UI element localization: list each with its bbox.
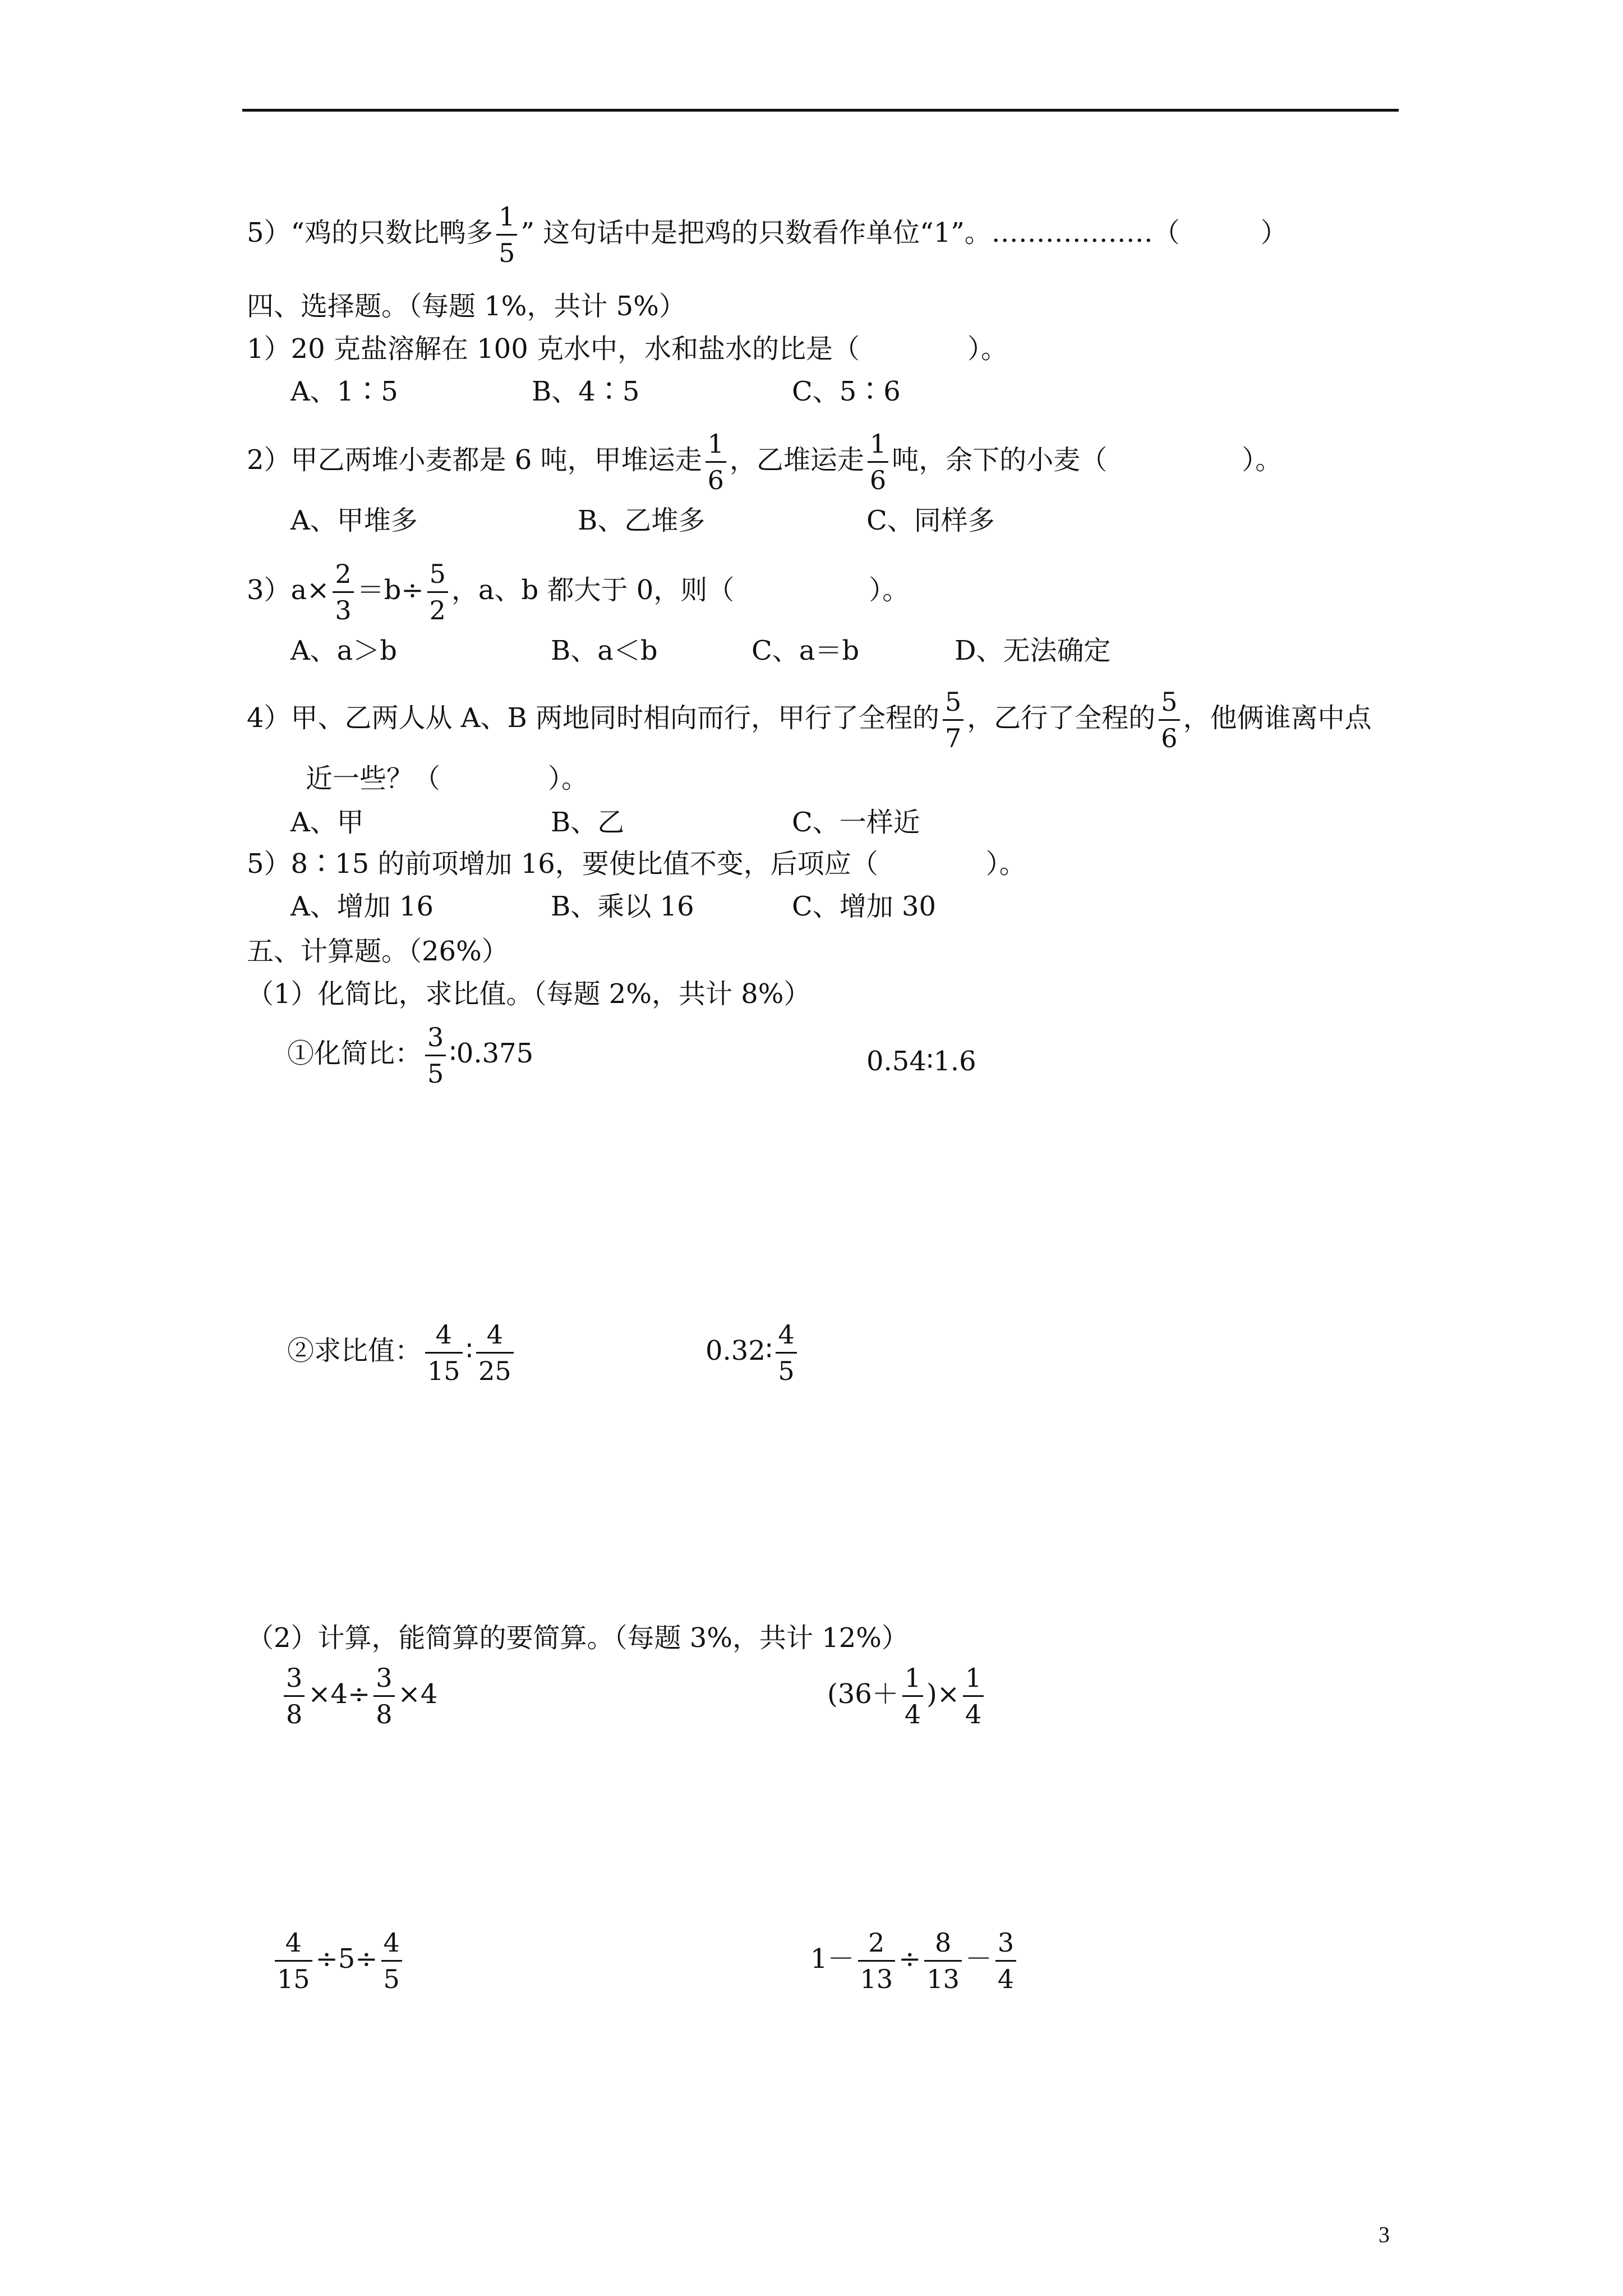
- question-choice-5: 5）8∶15 的前项增加 16，要使比值不变，后项应（ ）。: [247, 848, 1026, 880]
- fraction: $\frac{3}{8}$: [374, 1660, 394, 1732]
- fraction: $\frac{5}{6}$: [1159, 684, 1179, 756]
- fraction: $\frac{1}{6}$: [868, 426, 888, 498]
- option-b: B、a＜b: [551, 635, 658, 666]
- subsection-title: （1）化简比，求比值。（每题 2%，共计 8%）: [247, 978, 811, 1010]
- fraction: $\frac{4}{25}$: [476, 1317, 514, 1388]
- fraction: $\frac{8}{13}$: [924, 1925, 962, 1996]
- question-text: ” 这句话中是把鸡的只数看作单位“1”。………………（ ）: [520, 217, 1288, 249]
- simplify-ratio-1: ①化简比： $\frac{3}{5}$ ∶0.375: [287, 1020, 533, 1091]
- question-text-continued: 近一些？（ ）。: [306, 763, 589, 794]
- fraction: $\frac{5}{2}$: [427, 556, 448, 628]
- question-choice-1: 1）20 克盐溶解在 100 克水中，水和盐水的比是（ ）。: [247, 333, 1008, 365]
- option-a: A、甲: [291, 807, 364, 838]
- section-title: 五、计算题。（26%）: [247, 936, 509, 967]
- question-judge-5: [247, 199, 1288, 270]
- calc-expression-4: 1－ $\frac{2}{13}$ ÷ $\frac{8}{13}$ － $\frac{3}{4}$: [810, 1925, 1020, 1996]
- simplify-ratio-2: 0.54∶1.6: [866, 1046, 976, 1077]
- question-text: 5）“鸡的只数比鸭多: [247, 217, 494, 249]
- question-choice-4: 4）甲、乙两人从 A、B 两地同时相向而行，甲行了全程的 $\frac{5}{7}$ ，乙行了全程的 $\frac{5}{6}$ ，他俩谁离中点: [247, 684, 1372, 756]
- ratio-value-2: 0.32∶ $\frac{4}{5}$: [706, 1317, 800, 1388]
- fraction: $\frac{1}{4}$: [963, 1660, 984, 1732]
- fraction: $\frac{4}{5}$: [381, 1925, 402, 1996]
- option-a: A、1∶5: [291, 376, 398, 407]
- option-c: C、5∶6: [792, 376, 901, 407]
- question-choice-3: 3）a× $\frac{2}{3}$ ＝b÷ $\frac{5}{2}$ ，a、b 都大于 0，则（ ）。: [247, 556, 909, 628]
- option-b: B、乘以 16: [551, 891, 694, 922]
- option-a: A、增加 16: [291, 891, 434, 922]
- option-d: D、无法确定: [955, 635, 1111, 666]
- fraction: $\frac{4}{5}$: [776, 1317, 796, 1388]
- fraction: $\frac{5}{7}$: [943, 684, 963, 756]
- page-number: 3: [1378, 2222, 1390, 2247]
- option-c: C、一样近: [792, 807, 920, 838]
- ratio-value-1: ②求比值： $\frac{4}{15}$ ∶ $\frac{4}{25}$: [287, 1317, 517, 1388]
- fraction: $\frac{4}{15}$: [425, 1317, 463, 1388]
- section-title: 四、选择题。（每题 1%，共计 5%）: [247, 291, 686, 322]
- option-b: B、乙堆多: [578, 505, 706, 536]
- fraction: $\frac{3}{4}$: [995, 1925, 1016, 1996]
- calc-expression-2: (36＋ $\frac{1}{4}$ )× $\frac{1}{4}$: [827, 1660, 987, 1732]
- calc-expression-3: $\frac{4}{15}$ ÷5÷ $\frac{4}{5}$: [271, 1925, 405, 1996]
- option-b: B、乙: [551, 807, 625, 838]
- fraction: $\frac{3}{8}$: [284, 1660, 305, 1732]
- option-b: B、4∶5: [532, 376, 640, 407]
- fraction: $\frac{2}{3}$: [333, 556, 353, 628]
- fraction: $\frac{1}{6}$: [706, 426, 726, 498]
- subsection-title: （2）计算，能简算的要简算。（每题 3%，共计 12%）: [247, 1622, 909, 1654]
- fraction: $\frac{2}{13}$: [858, 1925, 896, 1996]
- option-a: A、a＞b: [291, 635, 398, 666]
- option-a: A、甲堆多: [291, 505, 418, 536]
- option-c: C、同样多: [866, 505, 995, 536]
- fraction: $\frac{4}{15}$: [275, 1925, 312, 1996]
- option-c: C、a＝b: [751, 635, 860, 666]
- header-rule: [242, 109, 1399, 112]
- fraction: $\frac{1}{4}$: [902, 1660, 923, 1732]
- fraction: $\frac{1}{5}$: [496, 199, 517, 270]
- option-c: C、增加 30: [792, 891, 937, 922]
- question-choice-2: 2）甲乙两堆小麦都是 6 吨，甲堆运走 $\frac{1}{6}$ ，乙堆运走 $\frac{1}{6}$ 吨，余下的小麦（ ）。: [247, 426, 1282, 498]
- calc-expression-1: $\frac{3}{8}$ ×4÷ $\frac{3}{8}$ ×4: [280, 1660, 437, 1732]
- fraction: $\frac{3}{5}$: [425, 1020, 446, 1091]
